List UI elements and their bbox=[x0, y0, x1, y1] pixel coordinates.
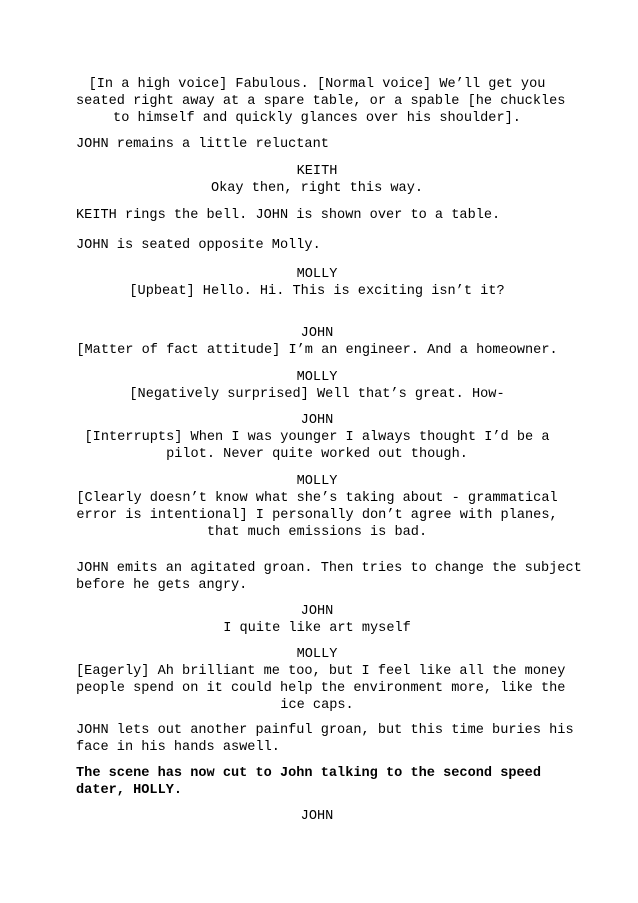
action-line: JOHN remains a little reluctant bbox=[76, 137, 329, 152]
action-line: JOHN lets out another painful groan, but this time buries his bbox=[76, 723, 574, 738]
scene-note: The scene has now cut to John talking to the second speed bbox=[76, 766, 541, 781]
dialogue-line: [Negatively surprised] Well that’s great. How- bbox=[129, 387, 505, 402]
action-line: KEITH rings the bell. JOHN is shown over to a table. bbox=[76, 208, 501, 223]
action-line: before he gets angry. bbox=[76, 578, 248, 593]
action-line: face in his hands aswell. bbox=[76, 740, 280, 755]
character-name: JOHN bbox=[300, 604, 334, 619]
dialogue-line: that much emissions is bad. bbox=[206, 525, 428, 540]
dialogue-line: Okay then, right this way. bbox=[210, 181, 424, 196]
dialogue-line: [In a high voice] Fabulous. [Normal voice] We’ll get you bbox=[88, 77, 546, 92]
character-name: MOLLY bbox=[296, 267, 338, 282]
dialogue-line: [Clearly doesn’t know what she’s taking about - grammatical bbox=[76, 491, 558, 506]
dialogue-line: [Upbeat] Hello. Hi. This is exciting isn’t it? bbox=[129, 284, 505, 299]
character-name: JOHN bbox=[300, 413, 334, 428]
dialogue-line: error is intentional] I personally don’t agree with planes, bbox=[76, 508, 558, 523]
dialogue-line: I quite like art myself bbox=[223, 621, 411, 636]
character-name: MOLLY bbox=[296, 370, 338, 385]
dialogue-line: [Matter of fact attitude] I’m an engineer. And a homeowner. bbox=[76, 343, 558, 358]
character-name: MOLLY bbox=[296, 647, 338, 662]
action-line: JOHN is seated opposite Molly. bbox=[76, 238, 321, 253]
character-name: MOLLY bbox=[296, 474, 338, 489]
dialogue-line: [Eagerly] Ah brilliant me too, but I feel like all the money bbox=[76, 664, 566, 679]
dialogue-line: to himself and quickly glances over his shoulder]. bbox=[113, 111, 521, 126]
scene-note: dater, HOLLY. bbox=[76, 783, 183, 798]
dialogue-line: seated right away at a spare table, or a spable [he chuckles bbox=[76, 94, 566, 109]
dialogue-line: ice caps. bbox=[280, 698, 354, 713]
character-name: JOHN bbox=[300, 326, 334, 341]
action-line: JOHN emits an agitated groan. Then tries to change the subject bbox=[76, 561, 582, 576]
character-name: JOHN bbox=[300, 809, 334, 824]
dialogue-line: pilot. Never quite worked out though. bbox=[166, 447, 468, 462]
character-name: KEITH bbox=[296, 164, 338, 179]
dialogue-line: people spend on it could help the environment more, like the bbox=[76, 681, 566, 696]
dialogue-line: [Interrupts] When I was younger I always thought I’d be a bbox=[84, 430, 550, 445]
